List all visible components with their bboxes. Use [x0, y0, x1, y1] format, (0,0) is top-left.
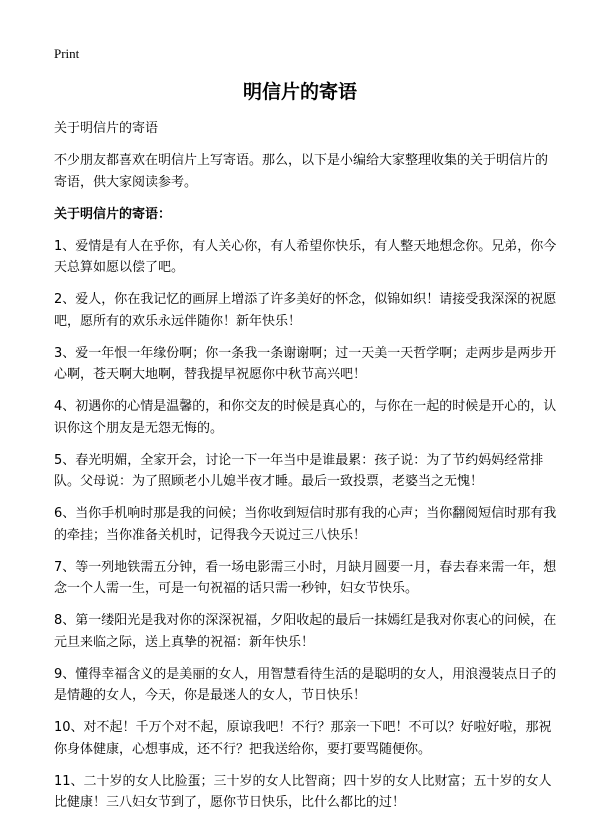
item-number: 4、: [54, 399, 76, 414]
item-number: 3、: [54, 345, 76, 361]
page-title: 明信片的寄语: [242, 81, 357, 103]
print-link[interactable]: Print: [54, 46, 80, 61]
item-text: 懂得幸福含义的是美丽的女人，用智慧看待生活的是聪明的女人，用浪漫装点日子的是情趣的女人，今天，你是最迷人的女人，节日快乐！: [54, 666, 557, 703]
list-item: [54, 450, 558, 493]
section-heading: 关于明信片的寄语：: [54, 206, 172, 222]
item-text: 等一列地铁需五分钟，看一场电影需三小时，月缺月圆要一月，春去春来需一年，想念一个人需一生，可是一句祝福的话只需一秒钟，妇女节快乐。: [54, 559, 557, 596]
list-item: [54, 610, 558, 653]
item-number: 8、: [54, 613, 76, 628]
list-item: [54, 396, 558, 439]
item-text: 第一缕阳光是我对你的深深祝福，夕阳收起的最后一抹嫣红是我对你衷心的问候，在元旦来临之际，送上真挚的祝福：新年快乐！: [54, 613, 557, 650]
item-text: 爱情是有人在乎你，有人关心你，有人希望你快乐，有人整天地想念你。兄弟，你今天总算如愿以偿了吧。: [54, 238, 557, 275]
item-number: 10、: [54, 720, 84, 735]
intro-paragraph: 不少朋友都喜欢在明信片上写寄语。那么，以下是小编给大家整理收集的关于明信片的寄语，供大家阅读参考。: [54, 153, 549, 190]
list-item: [54, 289, 558, 332]
list-item: [54, 236, 558, 279]
item-text: 爱人，你在我记忆的画屏上增添了许多美好的怀念，似锦如织！请接受我深深的祝愿吧，愿所有的欢乐永远伴随你！新年快乐！: [54, 292, 557, 329]
item-number: 7、: [54, 559, 76, 575]
list-item: [54, 343, 558, 386]
item-number: 11、: [54, 773, 84, 789]
item-text: 二十岁的女人比脸蛋；三十岁的女人比智商；四十岁的女人比财富；五十岁的女人比健康！三八妇女节到了，愿你节日快乐，比什么都比的过！: [54, 773, 552, 810]
list-item: [54, 664, 558, 707]
item-text: 春光明媚，全家开会，讨论一下一年当中是谁最累：孩子说：为了节约妈妈经常排队。父母说：为了照顾老小儿媳半夜才睡。最后一致投票，老婆当之无愧！: [54, 452, 544, 489]
item-number: 5、: [54, 452, 76, 468]
list-item: [54, 771, 558, 814]
article-body: [54, 118, 558, 824]
item-text: 初遇你的心情是温馨的，和你交友的时候是真心的，与你在一起的时候是开心的，认识你这个朋友是无怨无悔的。: [54, 399, 557, 436]
item-number: 2、: [54, 292, 76, 307]
item-text: 当你手机响时那是我的问候；当你收到短信时那有我的心声；当你翻阅短信时那有我的牵挂；当你准备关机时，记得我今天说过三八快乐！: [54, 506, 557, 543]
item-number: 6、: [54, 506, 76, 521]
item-text: 对不起！千万个对不起，原谅我吧！不行？那亲一下吧！不可以？好啦好啦，那祝你身体健康，心想事成，还不行？把我送给你，要打要骂随便你。: [54, 720, 552, 757]
list-item: [54, 717, 558, 760]
list-item: [54, 503, 558, 546]
item-text: 爱一年恨一年缘份啊；你一条我一条谢谢啊；过一天美一天哲学啊；走两步是两步开心啊，苍天啊大地啊，替我提早祝愿你中秋节高兴吧！: [54, 345, 557, 382]
item-number: 9、: [54, 666, 76, 682]
subtitle: 关于明信片的寄语: [54, 121, 159, 136]
list-item: [54, 557, 558, 600]
item-number: 1、: [54, 238, 76, 254]
